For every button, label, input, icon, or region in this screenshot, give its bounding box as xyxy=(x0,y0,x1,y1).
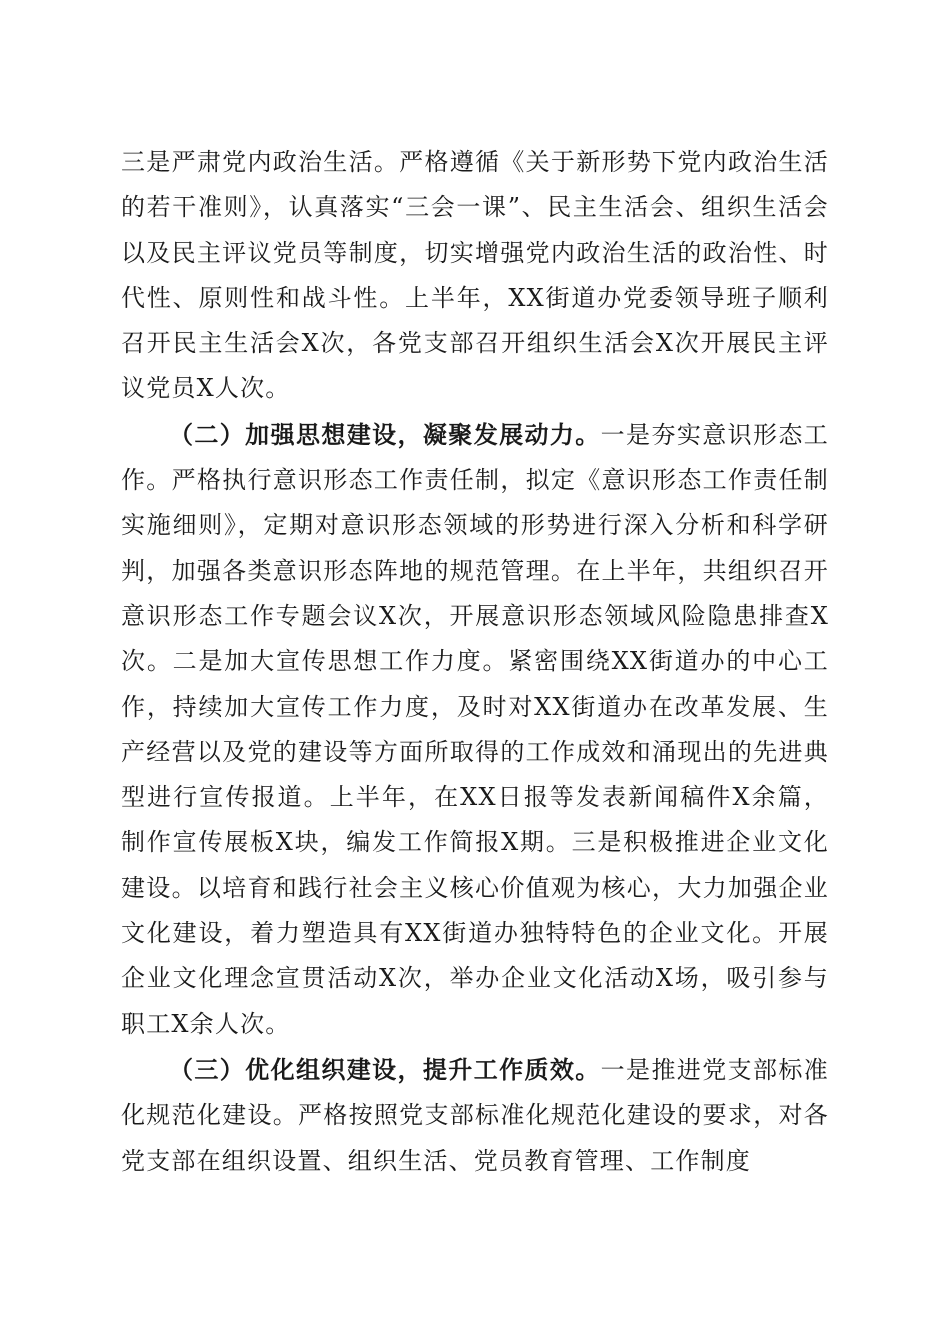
paragraph-section-3 xyxy=(121,1047,829,1184)
paragraph-text: 三是严肃党内政治生活。严格遵循《关于新形势下党内政治生活的若干准则》，认真落实“三会一课”、民主生活会、组织生活会以及民主评议党员等制度，切实增强党内政治生活的政治性、时代性、原则性和战斗性。上半年，XX街道办党委领导班子顺利召开民主生活会X次，各党支部召开组织生活会X次开展民主评议党员X人次。 xyxy=(121,148,829,403)
paragraph-text: 一是夯实意识形态工作。严格执行意识形态工作责任制，拟定《意识形态工作责任制实施细则》，定期对意识形态领域的形势进行深入分析和科学研判，加强各类意识形态阵地的规范管理。在上半年，共组织召开意识形态工作专题会议X次，开展意识形态领域风险隐患排查X次。二是加大宣传思想工作力度。紧密围绕XX街道办的中心工作，持续加大宣传工作力度，及时对XX街道办在改革发展、生产经营以及党的建设等方面所取得的工作成效和涌现出的先进典型进行宣传报道。上半年，在XX日报等发表新闻稿件X余篇，制作宣传展板X块，编发工作简报X期。三是积极推进企业文化建设。以培育和践行社会主义核心价值观为核心，大力加强企业文化建设，着力塑造具有XX街道办独特特色的企业文化。开展企业文化理念宣贯活动X次，举办企业文化活动X场，吸引参与职工X余人次。 xyxy=(121,420,829,1038)
paragraph-section-2 xyxy=(121,412,829,1047)
document-body xyxy=(121,140,829,1184)
paragraph-continued xyxy=(121,140,829,412)
paragraph-text: 一是推进党支部标准化规范化建设。严格按照党支部标准化规范化建设的要求，对各党支部在组织设置、组织生活、党员教育管理、工作制度 xyxy=(121,1055,829,1175)
section-heading: （二）加强思想建设，凝聚发展动力。 xyxy=(169,419,601,449)
section-heading: （三）优化组织建设，提升工作质效。 xyxy=(169,1054,601,1084)
